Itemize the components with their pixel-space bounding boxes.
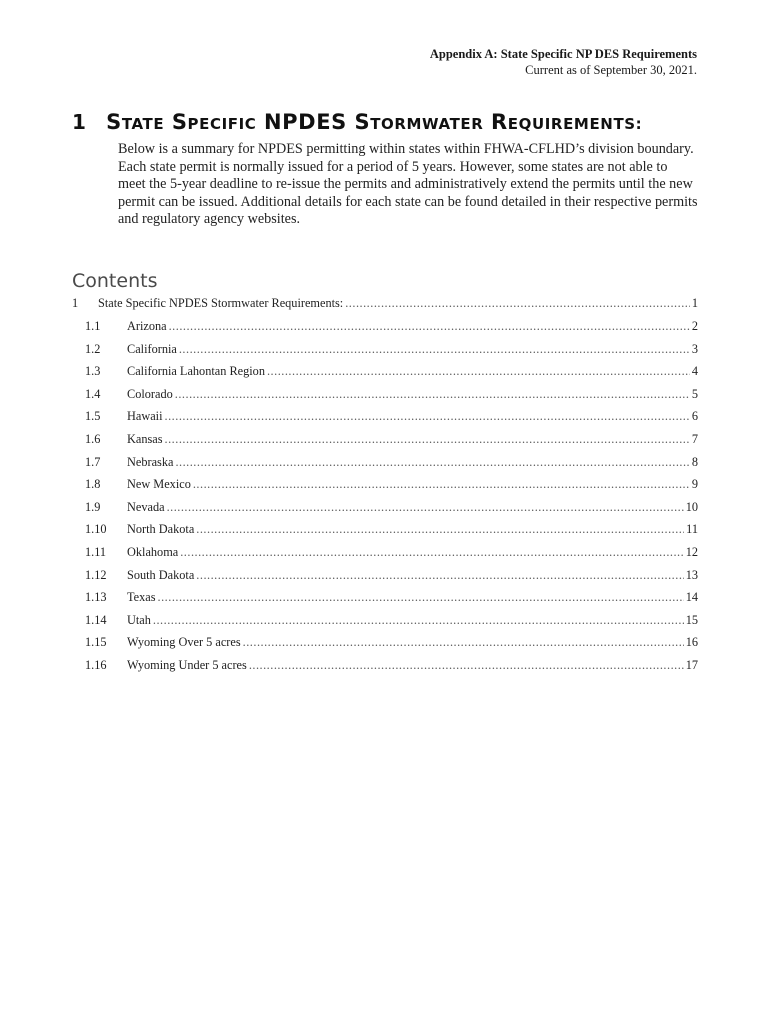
toc-entry[interactable] [72, 364, 698, 387]
toc-leader-dots [196, 568, 683, 583]
section-heading [72, 110, 642, 134]
toc-entry[interactable] [72, 635, 698, 658]
toc-entry-page: 7 [691, 431, 698, 446]
toc-leader-dots [179, 342, 690, 357]
toc-entry[interactable] [72, 522, 698, 545]
toc-entry-page: 3 [691, 341, 698, 356]
toc-entry-page: 5 [691, 386, 698, 401]
toc-entry-number: 1.7 [85, 454, 101, 469]
toc-entry-page: 10 [685, 499, 698, 514]
toc-entry-page: 17 [685, 657, 698, 672]
toc-leader-dots [165, 409, 690, 424]
contents-title: Contents [72, 270, 158, 292]
toc-entry-title[interactable]: Arizona [127, 319, 167, 333]
toc-entry-title[interactable]: Wyoming Under 5 acres [127, 657, 247, 672]
toc-entry-number: 1.5 [85, 409, 101, 424]
toc-entry-page: 11 [686, 522, 698, 537]
toc-entry-number: 1.12 [85, 567, 107, 582]
toc-entry[interactable] [72, 658, 698, 681]
toc-entry-page: 8 [691, 454, 698, 469]
header-date: Current as of September 30, 2021. [525, 63, 697, 77]
toc-entry[interactable] [72, 613, 698, 636]
toc-entry[interactable] [72, 477, 698, 500]
toc-entry-number: 1.3 [85, 364, 101, 379]
toc-entry-title[interactable]: California Lahontan Region [127, 364, 265, 379]
toc-entry-title[interactable]: Colorado [127, 386, 173, 401]
toc-entry-title[interactable]: California [127, 341, 177, 356]
toc-entry-title[interactable]: Utah [127, 612, 151, 627]
toc-entry-number: 1.16 [85, 657, 107, 672]
toc-entry[interactable] [72, 432, 698, 455]
toc-entry-title[interactable]: Texas [127, 590, 156, 605]
toc-entry-title[interactable]: State Specific NPDES Stormwater Requirements: [98, 296, 344, 310]
toc-leader-dots [180, 545, 683, 560]
intro-paragraph: Below is a summary for NPDES permitting within states within FHWA-CFLHD’s division boundary. Each state permit is normally issued for a period of 5 years. However, some states are not able to meet the 5-year deadline to re-issue the permits and administratively extend the permits until the new permit can be issued. Additional details for each state can be found detailed in their respective permits and regulatory agency websites. [118, 141, 698, 227]
toc-entry-number: 1.8 [85, 477, 101, 492]
toc-leader-dots [158, 590, 684, 605]
toc-entry-number: 1.4 [85, 386, 101, 401]
toc-entry-page: 15 [685, 612, 698, 627]
toc-entry[interactable] [72, 455, 698, 478]
toc-entry-page: 13 [685, 567, 698, 582]
toc-entry-title[interactable]: North Dakota [127, 522, 195, 537]
toc-entry-number: 1.10 [85, 522, 107, 537]
heading-word: SPECIFIC [171, 110, 257, 134]
toc-leader-dots [249, 658, 684, 673]
heading-word: STATE [106, 110, 165, 134]
toc-entry-page: 1 [691, 296, 698, 310]
toc-entry-number: 1.11 [85, 544, 107, 559]
toc-entry-number: 1 [72, 296, 79, 310]
toc-entry[interactable] [72, 590, 698, 613]
toc-entry-title[interactable]: Kansas [127, 431, 163, 446]
toc-entry[interactable] [72, 500, 698, 523]
toc-leader-dots [243, 635, 684, 650]
toc-entry[interactable] [72, 545, 698, 568]
toc-entry[interactable] [72, 409, 698, 432]
toc-leader-dots [169, 319, 690, 334]
heading-word: REQUIREMENTS: [490, 110, 643, 134]
toc-entry-number: 1.13 [85, 590, 107, 605]
toc-entry-title[interactable]: South Dakota [127, 567, 195, 582]
toc-entry-page: 4 [691, 364, 698, 379]
toc-entry-title[interactable]: New Mexico [127, 477, 191, 492]
toc-entry[interactable] [72, 342, 698, 365]
toc-leader-dots [167, 500, 684, 515]
toc-entry-number: 1.14 [85, 612, 107, 627]
toc-leader-dots [175, 455, 689, 470]
toc-entry-title[interactable]: Wyoming Over 5 acres [127, 635, 241, 650]
toc-entry[interactable] [72, 387, 698, 410]
toc-entry-page: 14 [685, 590, 698, 605]
toc-entry-page: 16 [685, 635, 698, 650]
section-number: 1 [72, 110, 87, 134]
toc-entry-title[interactable]: Nebraska [127, 454, 174, 469]
toc-leader-dots [196, 522, 684, 537]
header-title: Appendix A: State Specific NP DES Requirements [429, 47, 697, 61]
section-title [106, 110, 642, 134]
toc-entry-page: 6 [691, 409, 698, 424]
toc-entry[interactable] [72, 568, 698, 591]
toc-entry[interactable] [72, 296, 698, 319]
toc-leader-dots [175, 387, 690, 402]
page-header [430, 46, 697, 78]
toc-leader-dots [165, 432, 690, 447]
heading-word: STORMWATER [354, 110, 484, 134]
table-of-contents [72, 296, 698, 681]
toc-entry-number: 1.15 [85, 635, 107, 650]
toc-leader-dots [267, 364, 690, 379]
toc-leader-dots [153, 613, 684, 628]
toc-leader-dots [193, 477, 690, 492]
toc-entry-title[interactable]: Oklahoma [127, 544, 179, 559]
heading-word: NPDES [264, 110, 347, 134]
toc-entry-number: 1.9 [85, 499, 101, 514]
toc-leader-dots [345, 296, 690, 311]
toc-entry-number: 1.2 [85, 341, 101, 356]
toc-entry-number: 1.1 [85, 319, 101, 333]
toc-entry-page: 2 [691, 319, 698, 333]
toc-entry-page: 9 [691, 477, 698, 492]
toc-entry-number: 1.6 [85, 431, 101, 446]
toc-entry-title[interactable]: Hawaii [127, 409, 163, 424]
toc-entry-title[interactable]: Nevada [127, 499, 165, 514]
toc-entry-page: 12 [685, 544, 698, 559]
toc-entry[interactable] [72, 319, 698, 342]
